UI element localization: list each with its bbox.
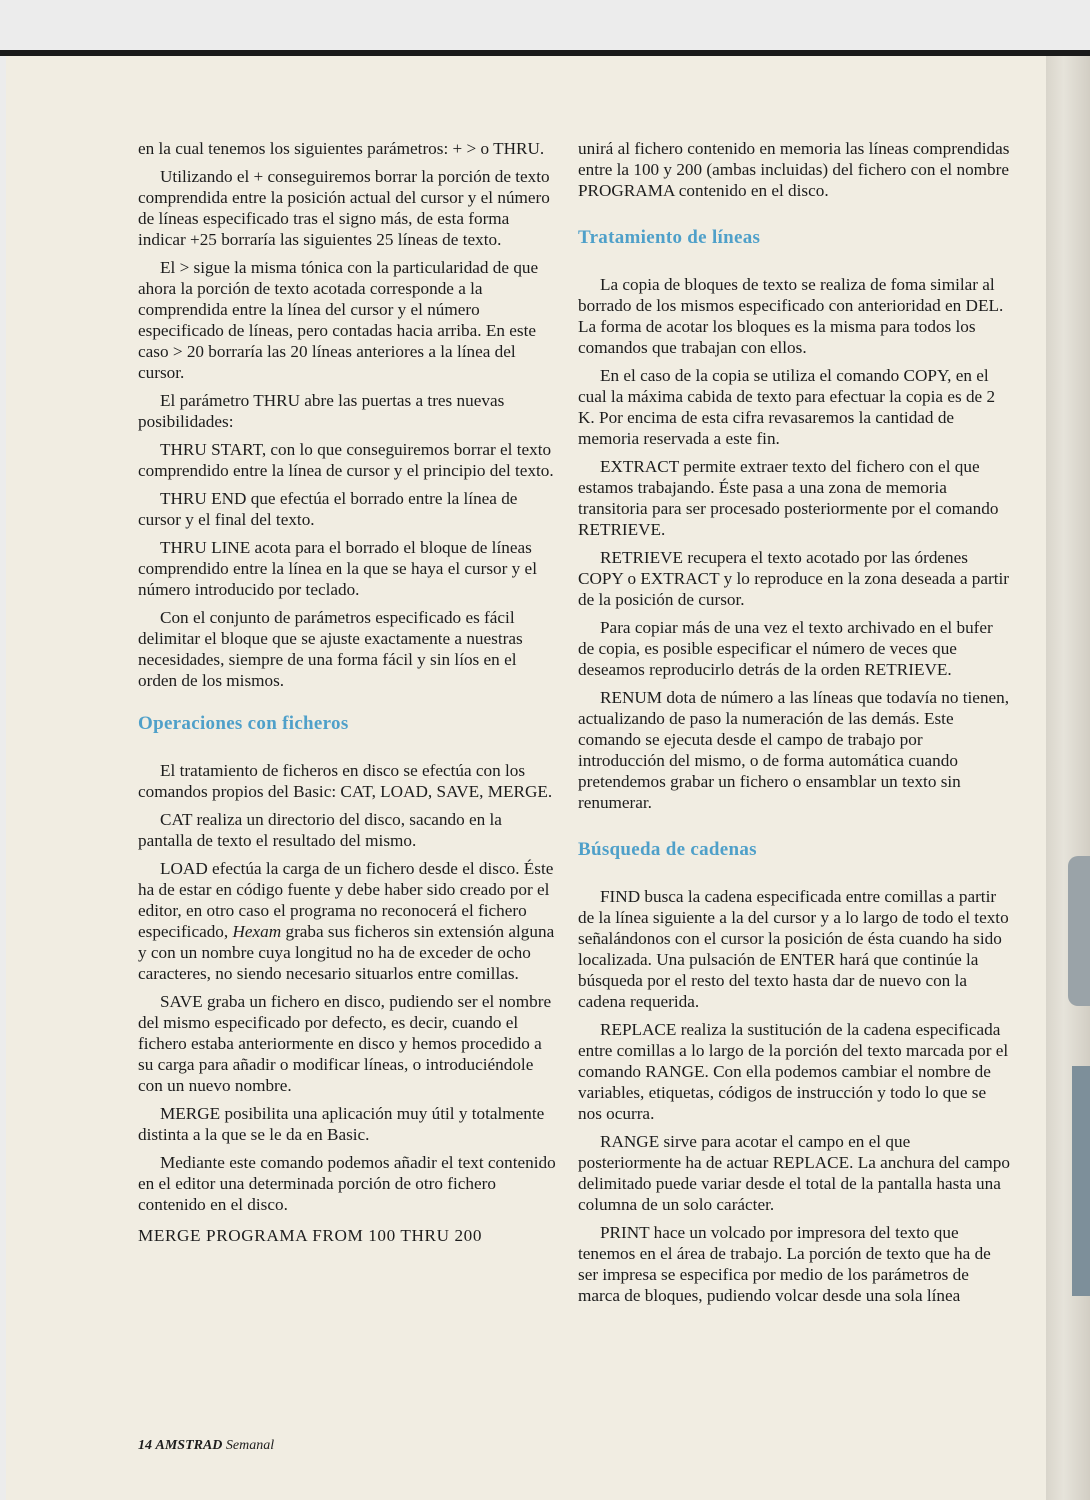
paragraph: REPLACE realiza la sustitución de la cadena especificada entre comillas a lo largo de la porción del texto marcada por el comando RANGE. Con ella podemos cambiar el nombre de variables, etiquetas, códigos de instrucción y todo lo que se nos ocurra. — [578, 1020, 1009, 1123]
paragraph: PRINT hace un volcado por impresora del texto que tenemos en el área de trabajo. La porción de texto que ha de ser impresa se especifica por medio de los parámetros de marca de bloques, pudiendo volcar desde una sola línea — [578, 1223, 991, 1305]
paragraph: El tratamiento de ficheros en disco se efectúa con los comandos propios del Basic: CAT, LOAD, SAVE, MERGE. — [138, 761, 553, 801]
next-page-mark — [1072, 1066, 1090, 1296]
program-name: Hexam — [232, 922, 282, 941]
paragraph: El > sigue la misma tónica con la particularidad de que ahora la porción de texto acotada corresponde a la comprendida entre la línea del cursor y el número especificado de líneas, pero contadas hacia arriba. En este caso > 20 borraría las 20 líneas anteriores a la línea del cursor. — [138, 258, 539, 382]
page-number: 14 — [138, 1438, 152, 1453]
paragraph: en la cual tenemos los siguientes parámetros: + > o THRU. — [138, 139, 545, 158]
section-heading-lineas: Tratamiento de líneas — [578, 227, 761, 248]
paragraph: unirá al fichero contenido en memoria las líneas comprendidas entre la 100 y 200 (ambas incluidas) del fichero con el nombre PROGRAMA contenido en el disco. — [578, 139, 1010, 200]
paragraph: RETRIEVE recupera el texto acotado por las órdenes COPY o EXTRACT y lo reproduce en la zona deseada a partir de la posición de cursor. — [578, 548, 1009, 609]
paragraph: THRU LINE acota para el borrado el bloque de líneas comprendido entre la línea en la que se haya el cursor y el número introducido por teclado. — [138, 538, 537, 599]
section-heading-cadenas: Búsqueda de cadenas — [578, 839, 757, 860]
paragraph: El parámetro THRU abre las puertas a tres nuevas posibilidades: — [138, 391, 505, 431]
paragraph: SAVE graba un fichero en disco, pudiendo ser el nombre del mismo especificado por defecto, es decir, cuando el fichero estaba anteriormente en disco y hemos procedido a su carga para añadir o modificar líneas, o introduciéndole con un nuevo nombre. — [138, 992, 552, 1095]
next-page-mark — [1068, 856, 1090, 1006]
section-heading-ficheros: Operaciones con ficheros — [138, 713, 349, 734]
next-page-edge — [1046, 56, 1090, 1500]
paragraph: Utilizando el + conseguiremos borrar la porción de texto comprendida entre la posición actual del cursor y el número de líneas especificado tras el signo más, de esta forma indicar +25 borraría las siguientes 25 líneas de texto. — [138, 167, 550, 249]
paragraph: RANGE sirve para acotar el campo en el que posteriormente ha de actuar REPLACE. La anchura del campo delimitado puede variar desde el total de la pantalla hasta una columna de un solo carácter. — [578, 1132, 1010, 1214]
paragraph: En el caso de la copia se utiliza el comando COPY, en el cual la máxima cabida de texto para efectuar la copia es de 2 K. Por encima de esta cifra revasaremos la cantidad de memoria reservada a este fin. — [578, 366, 996, 448]
page-footer — [138, 1438, 274, 1454]
paragraph: MERGE posibilita una aplicación muy útil y totalmente distinta a la que se le da en Basic. — [138, 1104, 545, 1144]
paragraph: THRU START, con lo que conseguiremos borrar el texto comprendido entre la línea de cursor y el principio del texto. — [138, 440, 554, 480]
magazine-name: AMSTRAD — [155, 1438, 223, 1453]
scan-top-margin — [0, 0, 1090, 56]
paragraph: Mediante este comando podemos añadir el text contenido en el editor una determinada porción de otro fichero contenido en el disco. — [138, 1153, 556, 1214]
magazine-section: Semanal — [225, 1438, 275, 1453]
paragraph-part: LOAD efectúa la carga de un fichero desde el disco. Éste ha de estar en código fuente y debe haber sido creado por el editor, en otro caso el programa no reconocerá el fichero especificado, — [138, 859, 554, 941]
paragraph: Con el conjunto de parámetros especificado es fácil delimitar el bloque que se ajuste exactamente a nuestras necesidades, siempre de una forma fácil y sin líos en el orden de los mismos. — [138, 608, 523, 690]
paragraph: RENUM dota de número a las líneas que todavía no tienen, actualizando de paso la numeración de las demás. Este comando se ejecuta desde el campo de trabajo por introducción del mismo, o de forma automática cuando pretendemos grabar un fichero o ensamblar un texto sin renumerar. — [578, 688, 1010, 812]
right-column — [578, 138, 1010, 1313]
paragraph: CAT realiza un directorio del disco, sacando en la pantalla de texto el resultado del mismo. — [138, 810, 502, 850]
paragraph: FIND busca la cadena especificada entre comillas a partir de la línea siguiente a la del cursor y a lo largo de todo el texto señalándonos con el cursor la posición de ésta cuando ha sido localizada. Una pulsación de ENTER hará que continúe la búsqueda por el resto del texto hasta dar de nuevo con la cadena requerida. — [578, 887, 1009, 1011]
paragraph: Para copiar más de una vez el texto archivado en el bufer de copia, es posible especificar el número de veces que deseamos reproducirlo detrás de la orden RETRIEVE. — [578, 618, 993, 679]
paragraph — [138, 858, 556, 984]
paragraph: THRU END que efectúa el borrado entre la línea de cursor y el final del texto. — [138, 489, 518, 529]
paragraph: La copia de bloques de texto se realiza de foma similar al borrado de los mismos especificado con anterioridad en DEL. La forma de acotar los bloques es la misma para todos los comandos que trabajan con ellos. — [578, 275, 1004, 357]
paragraph-part: graba sus ficheros sin extensión alguna y con un nombre cuya longitud no ha de exceder de ocho caracteres, no siendo necesario situarlos entre comillas. — [138, 922, 555, 983]
paragraph: EXTRACT permite extraer texto del fichero con el que estamos trabajando. Éste pasa a una zona de memoria transitoria para ser procesado posteriormente por el comando RETRIEVE. — [578, 457, 999, 539]
command-example: MERGE PROGRAMA FROM 100 THRU 200 — [138, 1226, 483, 1245]
left-column — [138, 138, 556, 1253]
